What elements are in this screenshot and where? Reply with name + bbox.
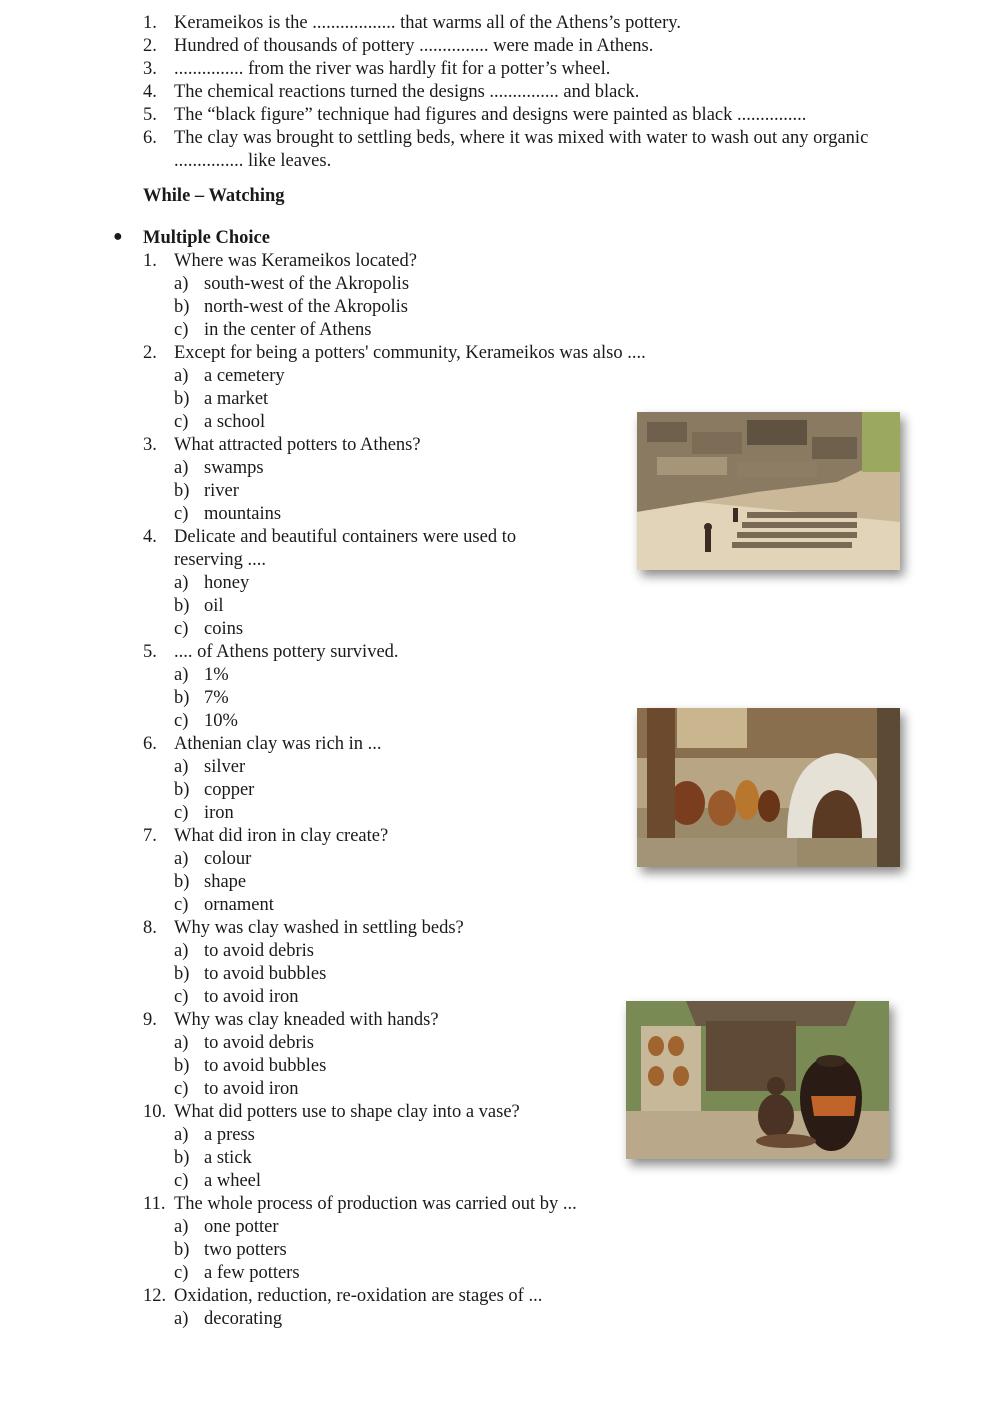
option-letter: a) bbox=[174, 757, 189, 777]
option-text: two potters bbox=[204, 1240, 287, 1260]
option-text: to avoid debris bbox=[204, 941, 314, 961]
option-letter: c) bbox=[174, 987, 189, 1007]
question-text: Except for being a potters' community, Kerameikos was also .... bbox=[174, 343, 646, 363]
option-letter: b) bbox=[174, 872, 190, 892]
option-letter: a) bbox=[174, 366, 189, 386]
option-letter: a) bbox=[174, 849, 189, 869]
option-text: 1% bbox=[204, 665, 229, 685]
option-text: 7% bbox=[204, 688, 229, 708]
potter-workshop-photo bbox=[626, 1001, 889, 1159]
option-text: north-west of the Akropolis bbox=[204, 297, 408, 317]
option-text: river bbox=[204, 481, 239, 501]
option-letter: b) bbox=[174, 297, 190, 317]
multiple-choice-title: Multiple Choice bbox=[143, 228, 270, 248]
option-text: 10% bbox=[204, 711, 238, 731]
option-text: in the center of Athens bbox=[204, 320, 372, 340]
option-text: to avoid bubbles bbox=[204, 1056, 327, 1076]
question-number: 6. bbox=[143, 734, 157, 754]
question-text: Delicate and beautiful containers were used to bbox=[174, 527, 517, 547]
option-text: a wheel bbox=[204, 1171, 262, 1191]
kiln-workshop-photo bbox=[637, 708, 900, 867]
option-text: silver bbox=[204, 757, 246, 777]
option-letter: a) bbox=[174, 274, 189, 294]
option-text: decorating bbox=[204, 1309, 283, 1329]
option-letter: c) bbox=[174, 1263, 189, 1283]
question-number: 10. bbox=[143, 1102, 167, 1122]
option-text: to avoid debris bbox=[204, 1033, 314, 1053]
option-text: south-west of the Akropolis bbox=[204, 274, 410, 294]
question-number: 9. bbox=[143, 1010, 157, 1030]
option-letter: a) bbox=[174, 1309, 189, 1329]
blank-item-text: The chemical reactions turned the designs ............... and black. bbox=[174, 82, 640, 102]
option-letter: a) bbox=[174, 458, 189, 478]
option-letter: c) bbox=[174, 504, 189, 524]
question-number: 11. bbox=[143, 1194, 166, 1214]
option-letter: b) bbox=[174, 389, 190, 409]
section-title: While – Watching bbox=[143, 186, 285, 206]
question-number: 4. bbox=[143, 527, 157, 547]
option-letter: c) bbox=[174, 320, 189, 340]
blank-item-number: 4. bbox=[143, 82, 157, 102]
option-letter: c) bbox=[174, 619, 189, 639]
question-text: The whole process of production was carried out by ... bbox=[174, 1194, 577, 1214]
option-text: a cemetery bbox=[204, 366, 285, 386]
option-text: a press bbox=[204, 1125, 255, 1145]
question-number: 1. bbox=[143, 251, 157, 271]
option-letter: b) bbox=[174, 964, 190, 984]
option-letter: b) bbox=[174, 688, 190, 708]
question-text-continuation: reserving .... bbox=[174, 550, 266, 570]
option-letter: b) bbox=[174, 1056, 190, 1076]
option-letter: b) bbox=[174, 1240, 190, 1260]
question-number: 12. bbox=[143, 1286, 167, 1306]
option-letter: b) bbox=[174, 481, 190, 501]
option-text: mountains bbox=[204, 504, 282, 524]
question-text: What did iron in clay create? bbox=[174, 826, 389, 846]
option-text: a school bbox=[204, 412, 266, 432]
option-text: shape bbox=[204, 872, 247, 892]
option-letter: a) bbox=[174, 941, 189, 961]
option-text: a few potters bbox=[204, 1263, 300, 1283]
option-text: ornament bbox=[204, 895, 274, 915]
question-text: Why was clay washed in settling beds? bbox=[174, 918, 464, 938]
option-text: coins bbox=[204, 619, 244, 639]
option-text: colour bbox=[204, 849, 252, 869]
option-text: oil bbox=[204, 596, 224, 616]
blank-item-text: ............... from the river was hardly fit for a potter’s wheel. bbox=[174, 59, 611, 79]
question-number: 3. bbox=[143, 435, 157, 455]
question-text: What attracted potters to Athens? bbox=[174, 435, 421, 455]
option-text: one potter bbox=[204, 1217, 279, 1237]
blank-item-text: The “black figure” technique had figures and designs were painted as black ............... bbox=[174, 105, 807, 125]
blank-item-text: The clay was brought to settling beds, where it was mixed with water to wash out any organic bbox=[174, 128, 869, 148]
excavation-site-photo bbox=[637, 412, 900, 570]
question-number: 8. bbox=[143, 918, 157, 938]
option-letter: b) bbox=[174, 1148, 190, 1168]
blank-item-continuation: ............... like leaves. bbox=[174, 151, 332, 171]
option-letter: a) bbox=[174, 1033, 189, 1053]
option-text: a stick bbox=[204, 1148, 252, 1168]
option-letter: c) bbox=[174, 412, 189, 432]
option-text: to avoid iron bbox=[204, 1079, 299, 1099]
question-number: 2. bbox=[143, 343, 157, 363]
option-text: swamps bbox=[204, 458, 264, 478]
option-letter: b) bbox=[174, 780, 190, 800]
option-letter: c) bbox=[174, 1171, 189, 1191]
blank-item-number: 5. bbox=[143, 105, 157, 125]
blank-item-text: Kerameikos is the .................. that warms all of the Athens’s pottery. bbox=[174, 13, 681, 33]
option-text: honey bbox=[204, 573, 250, 593]
option-text: to avoid bubbles bbox=[204, 964, 327, 984]
question-text: Where was Kerameikos located? bbox=[174, 251, 417, 271]
blank-item-number: 1. bbox=[143, 13, 157, 33]
option-text: copper bbox=[204, 780, 255, 800]
question-text: Why was clay kneaded with hands? bbox=[174, 1010, 439, 1030]
blank-item-text: Hundred of thousands of pottery ............... were made in Athens. bbox=[174, 36, 654, 56]
option-letter: b) bbox=[174, 596, 190, 616]
option-letter: a) bbox=[174, 1125, 189, 1145]
option-letter: a) bbox=[174, 665, 189, 685]
question-text: What did potters use to shape clay into a vase? bbox=[174, 1102, 520, 1122]
bullet-icon: ● bbox=[113, 228, 123, 245]
option-text: to avoid iron bbox=[204, 987, 299, 1007]
blank-item-number: 3. bbox=[143, 59, 157, 79]
question-number: 5. bbox=[143, 642, 157, 662]
option-letter: c) bbox=[174, 711, 189, 731]
option-letter: c) bbox=[174, 895, 189, 915]
option-letter: a) bbox=[174, 573, 189, 593]
option-letter: c) bbox=[174, 803, 189, 823]
blank-item-number: 2. bbox=[143, 36, 157, 56]
blank-item-number: 6. bbox=[143, 128, 157, 148]
question-text: Oxidation, reduction, re-oxidation are stages of ... bbox=[174, 1286, 543, 1306]
option-text: a market bbox=[204, 389, 269, 409]
question-text: .... of Athens pottery survived. bbox=[174, 642, 399, 662]
option-text: iron bbox=[204, 803, 234, 823]
option-letter: c) bbox=[174, 1079, 189, 1099]
question-number: 7. bbox=[143, 826, 157, 846]
question-text: Athenian clay was rich in ... bbox=[174, 734, 382, 754]
option-letter: a) bbox=[174, 1217, 189, 1237]
